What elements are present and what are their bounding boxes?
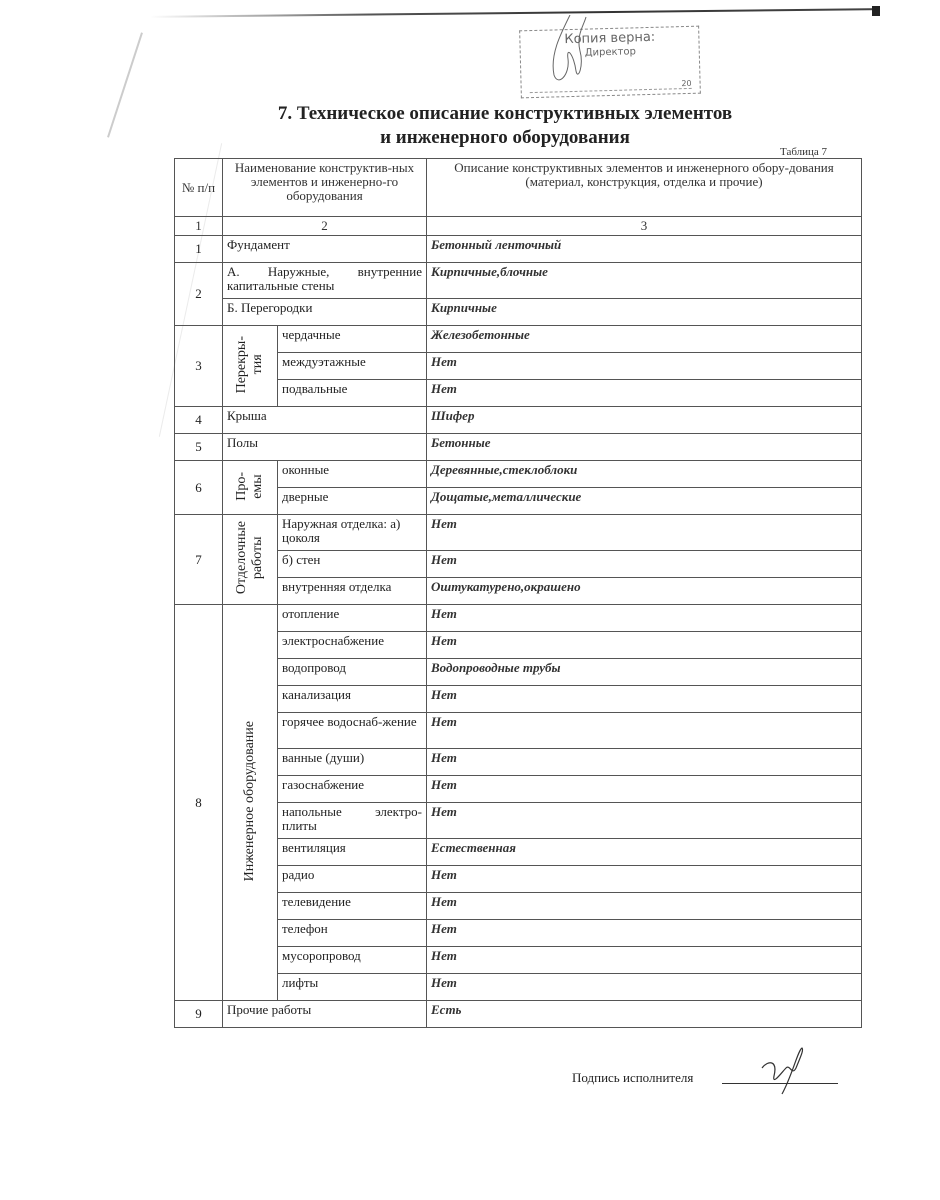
row-number: 7: [175, 515, 223, 605]
element-value: Нет: [427, 947, 862, 974]
column-number-row: [175, 217, 862, 236]
table-row: [175, 659, 862, 686]
table-row: [175, 974, 862, 1001]
table-row: [175, 947, 862, 974]
table-row: [175, 353, 862, 380]
element-name: вентиляция: [278, 839, 427, 866]
element-value: Естественная: [427, 839, 862, 866]
signature-icon: [752, 1046, 812, 1096]
table-row: [175, 263, 862, 299]
stamp-text-director: Директор: [584, 46, 637, 59]
element-value: Нет: [427, 515, 862, 551]
stamp-date-line: 20: [530, 79, 692, 93]
group-label: [223, 605, 278, 1001]
element-name: б) стен: [278, 551, 427, 578]
signature-label: Подпись исполнителя: [572, 1070, 694, 1085]
row-number: 3: [175, 326, 223, 407]
element-name: водопровод: [278, 659, 427, 686]
table-row: [175, 326, 862, 353]
row-number: 8: [175, 605, 223, 1001]
table-row: [175, 839, 862, 866]
element-value: Деревянные,стеклоблоки: [427, 461, 862, 488]
scan-edge-line: [150, 8, 880, 18]
table-row: [175, 893, 862, 920]
group-label: [223, 515, 278, 605]
element-name: чердачные: [278, 326, 427, 353]
element-value: Нет: [427, 803, 862, 839]
table-row: [175, 461, 862, 488]
page-title: [0, 102, 940, 150]
element-value: Нет: [427, 632, 862, 659]
table-row: [175, 713, 862, 749]
table-row: [175, 749, 862, 776]
group-label: [223, 326, 278, 407]
element-value: Нет: [427, 380, 862, 407]
table-row: [175, 578, 862, 605]
table-row: [175, 632, 862, 659]
table-row: [175, 866, 862, 893]
element-value: Дощатые,металлические: [427, 488, 862, 515]
technical-description-table: [174, 158, 862, 1028]
row-number: 2: [175, 263, 223, 326]
group-label-text: Отделочные работы: [234, 521, 265, 595]
table-row: [175, 803, 862, 839]
element-value: Нет: [427, 551, 862, 578]
element-value: Нет: [427, 605, 862, 632]
table-row: [175, 920, 862, 947]
table-row: [175, 605, 862, 632]
table-row: [175, 515, 862, 551]
element-value: Железобетонные: [427, 326, 862, 353]
element-name: Прочие работы: [223, 1001, 427, 1028]
header-description: Описание конструктивных элементов и инженерного обору-дования (материал, конструкция, отделка и прочие): [427, 159, 862, 217]
row-number: 4: [175, 407, 223, 434]
group-label: [223, 461, 278, 515]
element-value: Бетонные: [427, 434, 862, 461]
element-name: дверные: [278, 488, 427, 515]
table-row: [175, 488, 862, 515]
column-number: 3: [427, 217, 862, 236]
row-number: 9: [175, 1001, 223, 1028]
element-name: радио: [278, 866, 427, 893]
element-name: Крыша: [223, 407, 427, 434]
element-value: Оштукатурено,окрашено: [427, 578, 862, 605]
element-name: оконные: [278, 461, 427, 488]
element-value: Нет: [427, 686, 862, 713]
element-name: Наружная отделка: а) цоколя: [278, 515, 427, 551]
element-name: подвальные: [278, 380, 427, 407]
table-row: [175, 776, 862, 803]
element-value: Водопроводные трубы: [427, 659, 862, 686]
element-name: телевидение: [278, 893, 427, 920]
header-number: № п/п: [175, 159, 223, 217]
column-number: 1: [175, 217, 223, 236]
element-name: электроснабжение: [278, 632, 427, 659]
table-header-row: [175, 159, 862, 217]
table-row: [175, 380, 862, 407]
element-name: ванные (души): [278, 749, 427, 776]
header-element-name: Наименование конструктив-ных элементов и инженерно-го оборудования: [223, 159, 427, 217]
group-label-text: Про- емы: [234, 471, 265, 501]
element-value: Кирпичные,блочные: [427, 263, 862, 299]
column-number: 2: [223, 217, 427, 236]
element-value: Нет: [427, 353, 862, 380]
table-row: [175, 434, 862, 461]
title-line-1: 7. Техническое описание конструктивных элементов: [277, 103, 733, 124]
element-value: Нет: [427, 776, 862, 803]
element-name: горячее водоснаб-жение: [278, 713, 427, 749]
element-value: Нет: [427, 749, 862, 776]
element-name: Б. Перегородки: [223, 299, 427, 326]
element-value: Нет: [427, 866, 862, 893]
element-value: Кирпичные: [427, 299, 862, 326]
element-name: междуэтажные: [278, 353, 427, 380]
table-row: [175, 407, 862, 434]
element-value: Нет: [427, 713, 862, 749]
element-name: Фундамент: [223, 236, 427, 263]
group-label-text: Инженерное оборудование: [242, 720, 257, 882]
title-line-2: и инженерного оборудования: [380, 127, 630, 148]
element-name: внутренняя отделка: [278, 578, 427, 605]
element-name: отопление: [278, 605, 427, 632]
element-value: Нет: [427, 920, 862, 947]
element-name: напольные электро-плиты: [278, 803, 427, 839]
element-name: мусоропровод: [278, 947, 427, 974]
element-value: Есть: [427, 1001, 862, 1028]
row-number: 6: [175, 461, 223, 515]
stamp-signature-icon: [540, 15, 600, 95]
group-label-text: Перекры- тия: [234, 335, 265, 394]
element-name: канализация: [278, 686, 427, 713]
element-name: Полы: [223, 434, 427, 461]
element-value: Бетонный ленточный: [427, 236, 862, 263]
table-row: [175, 686, 862, 713]
row-number: 5: [175, 434, 223, 461]
element-value: Шифер: [427, 407, 862, 434]
row-number: 1: [175, 236, 223, 263]
element-value: Нет: [427, 974, 862, 1001]
table-number: Таблица 7: [780, 146, 828, 158]
table-row: [175, 299, 862, 326]
table-row: [175, 1001, 862, 1028]
element-name: газоснабжение: [278, 776, 427, 803]
element-value: Нет: [427, 893, 862, 920]
element-name: телефон: [278, 920, 427, 947]
element-name: лифты: [278, 974, 427, 1001]
element-name: А. Наружные, внутренние капитальные стены: [223, 263, 427, 299]
table-row: [175, 236, 862, 263]
scan-corner-mark: [872, 6, 880, 16]
table-row: [175, 551, 862, 578]
stamp-text-copy: Копия верна:: [564, 29, 656, 48]
